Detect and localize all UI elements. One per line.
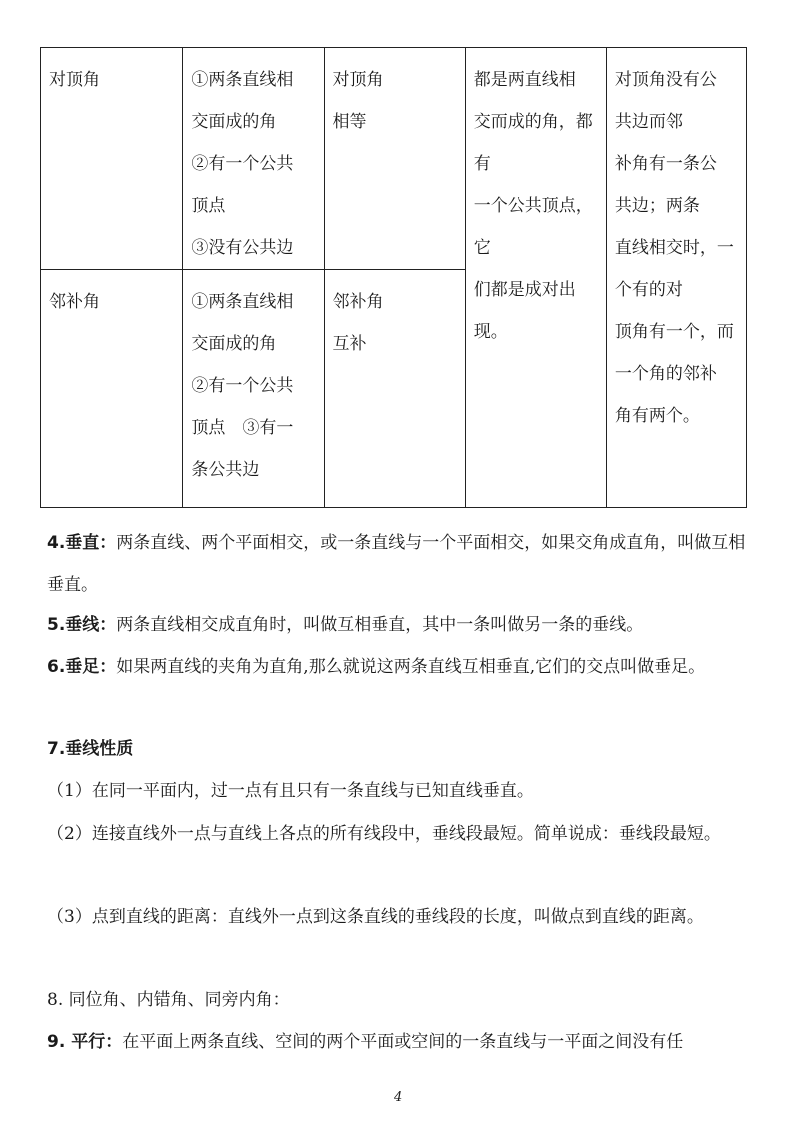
- section-4-perpendicular: [47, 522, 755, 606]
- section-7-heading: [47, 728, 755, 770]
- section-7-item-2: （2）连接直线外一点与直线上各点的所有线段中，垂线段最短。简单说成：垂线段最短。: [47, 824, 721, 844]
- page-number: 4: [394, 1090, 403, 1105]
- section-7-item-1: （1）在同一平面内，过一点有且只有一条直线与已知直线垂直。: [47, 781, 534, 801]
- section-4-text: 两条直线、两个平面相交，或一条直线与一个平面相交，如果交角成直角，叫做互相垂直。: [47, 533, 746, 595]
- section-5-title: 5.垂线：: [47, 615, 117, 635]
- section-9-title: 9. 平行：: [47, 1032, 123, 1052]
- angle-name-cell: 邻补角: [41, 270, 183, 508]
- angle-name-cell: 对顶角: [41, 48, 183, 270]
- angle-comparison-table: [40, 47, 747, 508]
- section-4-title: 4.垂直：: [47, 533, 117, 553]
- section-9-parallel: [47, 1021, 755, 1063]
- section-6-foot: [47, 646, 755, 688]
- difference-cell: 对顶角没有公 共边而邻 补角有一条公 共边；两条 直线相交时，一 个有的对 顶角有一个，而 一个角的邻补 角有两个。: [606, 48, 746, 508]
- section-6-text: 如果两直线的夹角为直角,那么就说这两条直线互相垂直,它们的交点叫做垂足。: [116, 657, 706, 677]
- property-cell: 对顶角 相等: [324, 48, 465, 270]
- similarity-cell: 都是两直线相 交而成的角，都 有 一个公共顶点， 它 们都是成对出 现。: [465, 48, 606, 508]
- section-5-text: 两条直线相交成直角时，叫做互相垂直，其中一条叫做另一条的垂线。: [116, 615, 644, 635]
- features-cell: ①两条直线相 交面成的角 ②有一个公共 顶点 ③有一 条公共边: [183, 270, 324, 508]
- section-7-title: 7.垂线性质: [47, 739, 134, 759]
- section-5-perpendicular-line: [47, 604, 755, 646]
- features-cell: ①两条直线相 交面成的角 ②有一个公共 顶点 ③没有公共边: [183, 48, 324, 270]
- section-6-title: 6.垂足：: [47, 657, 117, 677]
- section-8: 8. 同位角、内错角、同旁内角：: [47, 990, 290, 1010]
- section-7-item-3: （3）点到直线的距离：直线外一点到这条直线的垂线段的长度，叫做点到直线的距离。: [47, 907, 704, 927]
- section-9-text: 在平面上两条直线、空间的两个平面或空间的一条直线与一平面之间没有任: [122, 1032, 684, 1052]
- table-row: [41, 48, 747, 270]
- property-cell: 邻补角 互补: [324, 270, 465, 508]
